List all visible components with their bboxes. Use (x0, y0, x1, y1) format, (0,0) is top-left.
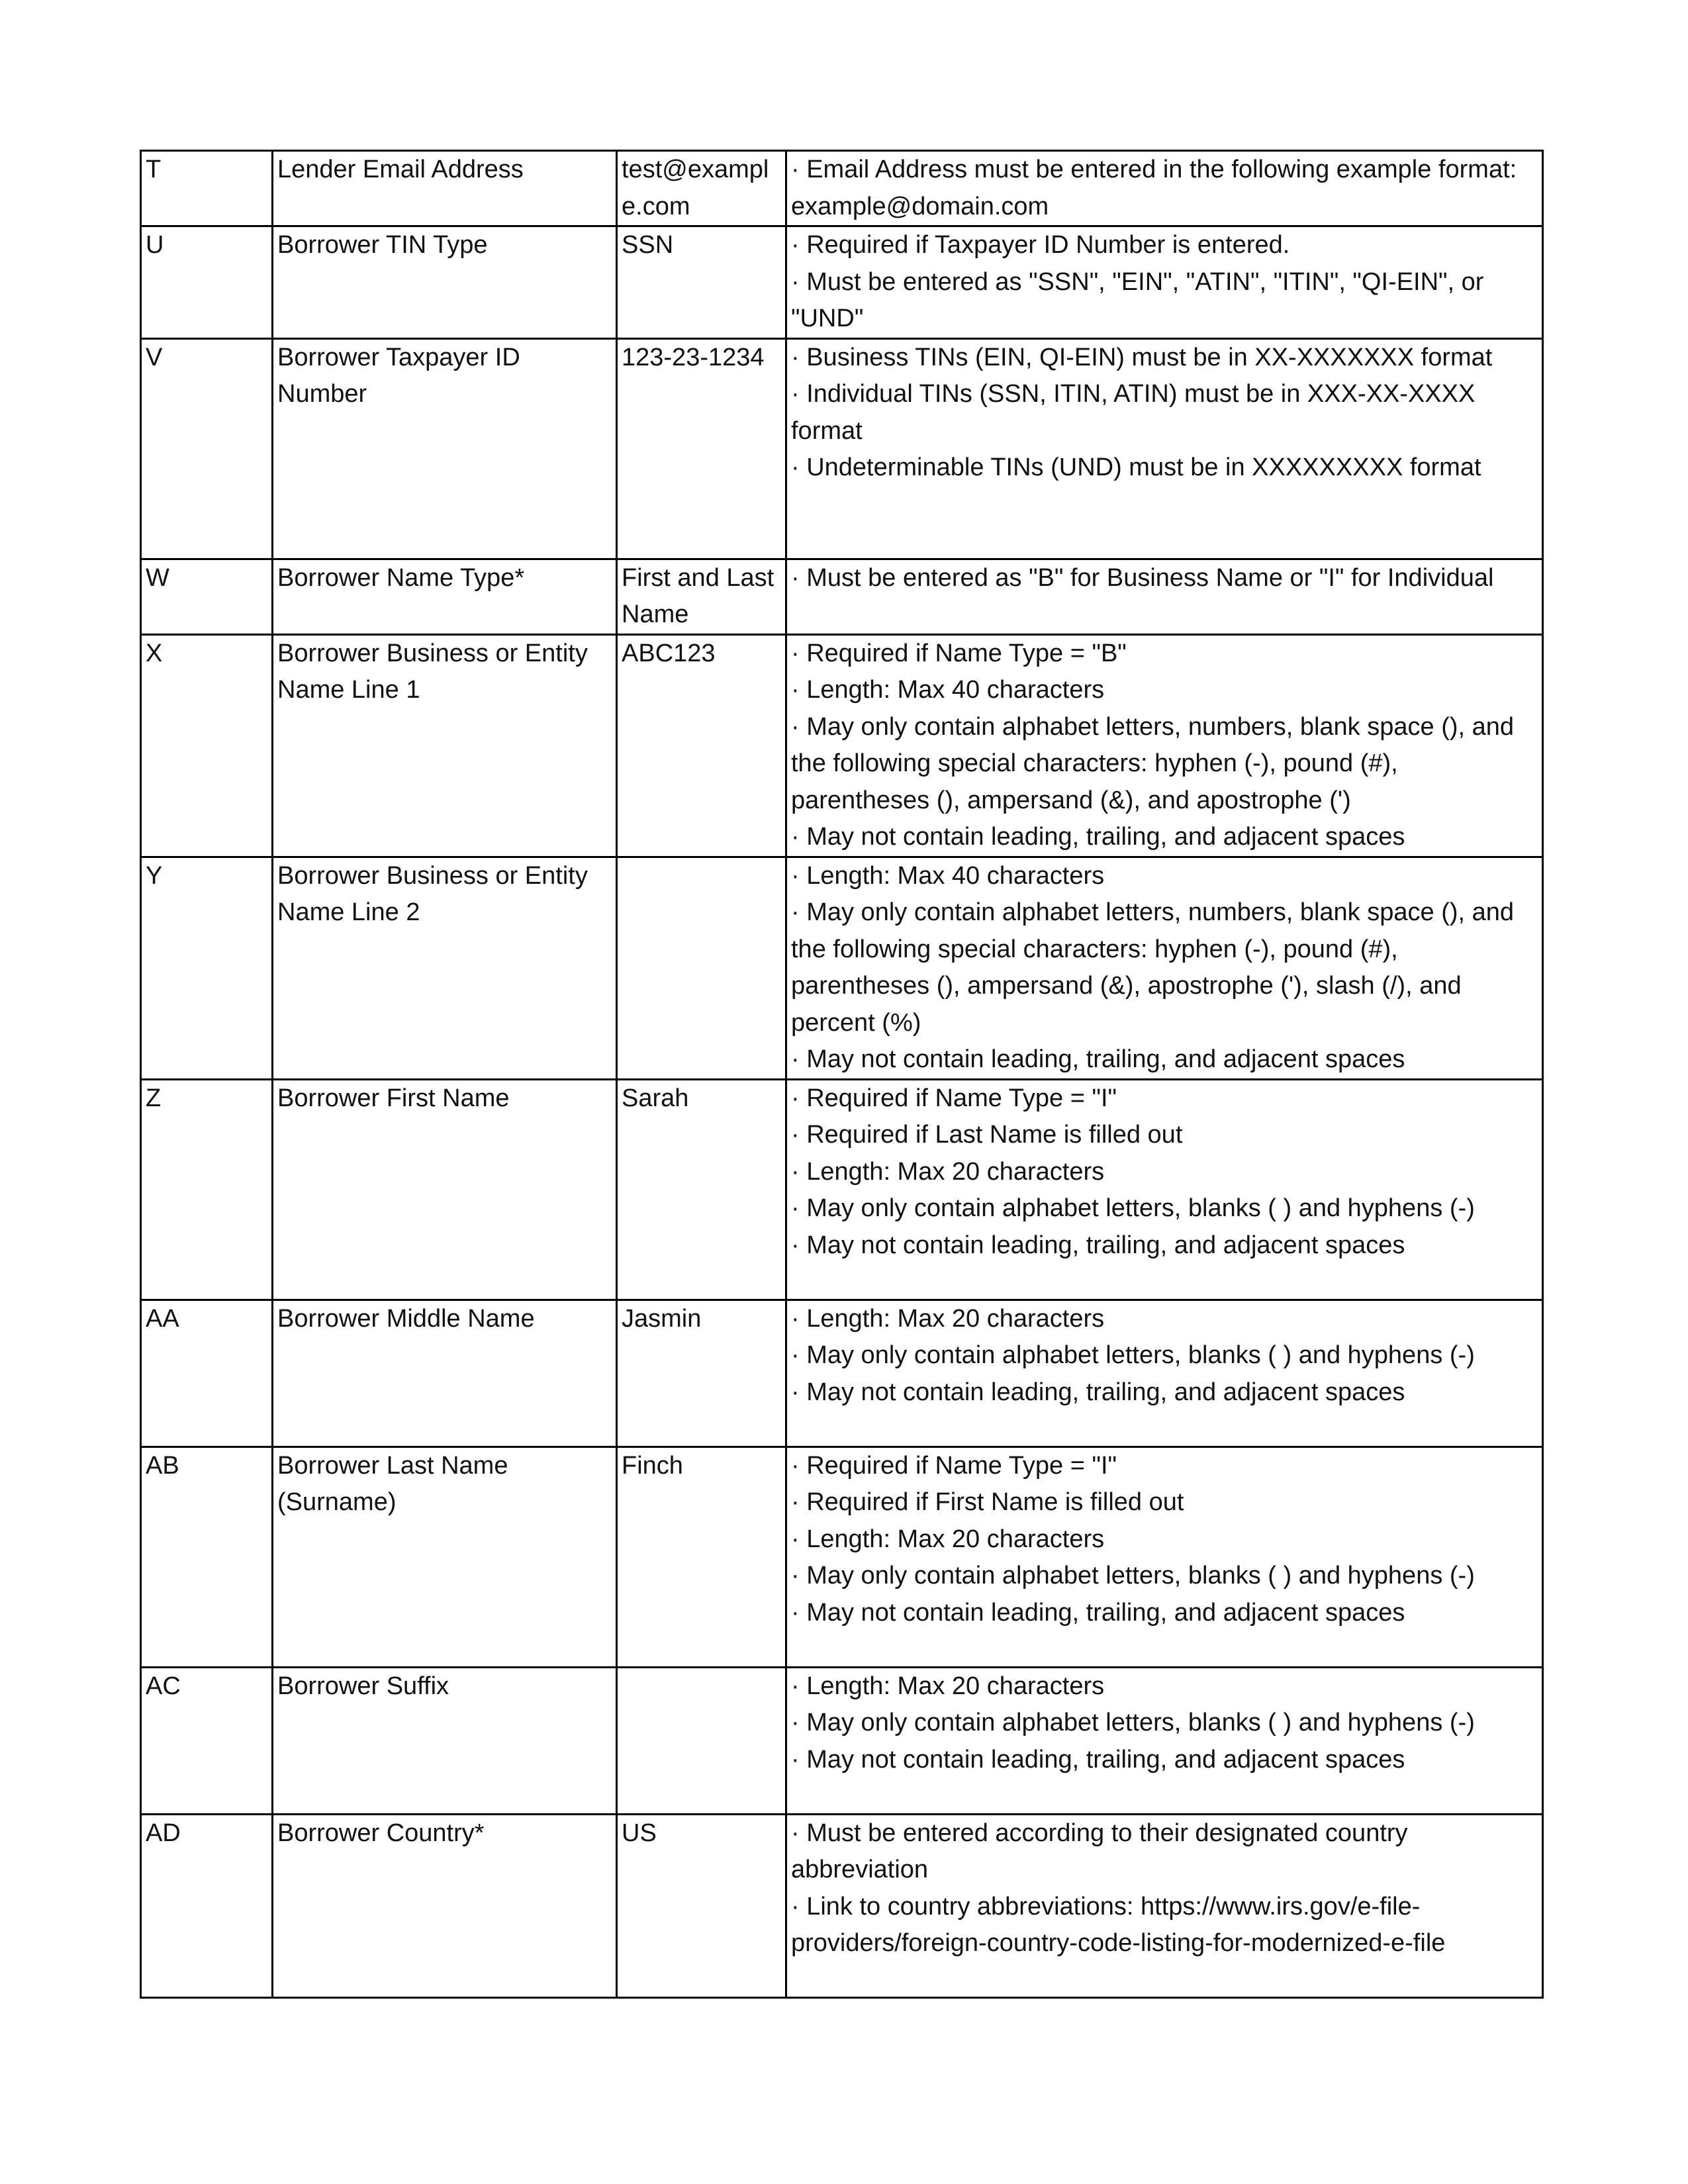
rule-item: · May not contain leading, trailing, and adjacent spaces (791, 823, 1405, 851)
rule-item: · Must be entered according to their designated country abbreviation (791, 1819, 1408, 1883)
table-row (141, 151, 1543, 226)
rule-item: · Required if First Name is filled out (791, 1488, 1184, 1516)
field-name-cell: Borrower Name Type* (273, 559, 617, 634)
table-row (141, 226, 1543, 339)
rule-item: · Required if Name Type = "I" (791, 1451, 1117, 1480)
rule-item: · Business TINs (EIN, QI-EIN) must be in XX-XXXXXXX format (791, 343, 1493, 371)
rule-item: · Required if Name Type = "I" (791, 1084, 1117, 1112)
example-value-cell: ABC123 (617, 634, 786, 857)
column-letter-cell: Z (141, 1079, 273, 1300)
column-letter-cell: AC (141, 1667, 273, 1814)
rule-item: · Must be entered as "B" for Business Name or "I" for Individual (791, 563, 1494, 592)
column-letter-cell: AB (141, 1447, 273, 1667)
validation-rules-cell (786, 1667, 1543, 1814)
table-row (141, 559, 1543, 634)
field-name-cell: Borrower Business or Entity Name Line 1 (273, 634, 617, 857)
rule-item: · Length: Max 40 characters (791, 861, 1105, 890)
rule-item: · Individual TINs (SSN, ITIN, ATIN) must be in XXX-XX-XXXX format (791, 380, 1476, 445)
column-letter-cell: W (141, 559, 273, 634)
rule-item: · May not contain leading, trailing, and adjacent spaces (791, 1231, 1405, 1259)
table-row (141, 1447, 1543, 1667)
rule-item: · May only contain alphabet letters, numbers, blank space (), and the following special characters: hyphen (-), pound (#), parentheses (), ampersand (&), apostrophe ('), slash (/), and percent (%) (791, 898, 1515, 1037)
rule-item: · May only contain alphabet letters, blanks ( ) and hyphens (-) (791, 1709, 1475, 1736)
column-letter-cell: X (141, 634, 273, 857)
rule-item: · Length: Max 20 characters (791, 1157, 1105, 1186)
example-value-cell: First and Last Name (617, 559, 786, 634)
field-name-cell: Borrower Middle Name (273, 1300, 617, 1447)
table-row (141, 1300, 1543, 1447)
validation-rules-cell (786, 559, 1543, 634)
field-name-cell: Borrower Suffix (273, 1667, 617, 1814)
rule-item: · Email Address must be entered in the following example format: example@domain.com (791, 156, 1517, 220)
column-letter-cell: AA (141, 1300, 273, 1447)
column-letter-cell: T (141, 151, 273, 226)
field-spec-table (140, 150, 1544, 1999)
validation-rules-cell (786, 1814, 1543, 1997)
rule-item: · Link to country abbreviations: https://www.irs.gov/e-file-providers/foreign-country-code-listing-for-modernized-e-file (791, 1892, 1446, 1957)
example-value-cell: Jasmin (617, 1300, 786, 1447)
rule-item: · May not contain leading, trailing, and adjacent spaces (791, 1598, 1405, 1627)
field-name-cell: Borrower Country* (273, 1814, 617, 1997)
validation-rules-cell (786, 1447, 1543, 1667)
example-value-cell: US (617, 1814, 786, 1997)
table-row (141, 1079, 1543, 1300)
field-name-cell: Borrower Last Name (Surname) (273, 1447, 617, 1667)
field-name-cell: Borrower Business or Entity Name Line 2 (273, 857, 617, 1079)
column-letter-cell: AD (141, 1814, 273, 1997)
rule-item: · Length: Max 20 characters (791, 1672, 1105, 1700)
rule-item: · May not contain leading, trailing, and adjacent spaces (791, 1378, 1405, 1406)
rule-item: · Required if Last Name is filled out (791, 1121, 1183, 1149)
validation-rules-cell (786, 1079, 1543, 1300)
field-spec-table-body (141, 151, 1543, 1998)
column-letter-cell: V (141, 338, 273, 559)
rule-item: · May only contain alphabet letters, numbers, blank space (), and the following special characters: hyphen (-), pound (#), parentheses (), ampersand (&), and apostrophe (') (791, 712, 1515, 814)
validation-rules-cell (786, 634, 1543, 857)
example-value-cell: Finch (617, 1447, 786, 1667)
rule-item: · Undeterminable TINs (UND) must be in XXXXXXXXX format (791, 453, 1481, 481)
field-name-cell: Borrower TIN Type (273, 226, 617, 339)
rule-item: · May only contain alphabet letters, blanks ( ) and hyphens (-) (791, 1341, 1475, 1369)
table-row (141, 857, 1543, 1079)
validation-rules-cell (786, 1300, 1543, 1447)
rule-item: · May not contain leading, trailing, and adjacent spaces (791, 1745, 1405, 1774)
column-letter-cell: U (141, 226, 273, 339)
validation-rules-cell (786, 226, 1543, 339)
table-row (141, 634, 1543, 857)
rule-item: · May not contain leading, trailing, and adjacent spaces (791, 1045, 1405, 1073)
example-value-cell (617, 857, 786, 1079)
example-value-cell: test@example.com (617, 151, 786, 226)
field-name-cell: Lender Email Address (273, 151, 617, 226)
example-value-cell: SSN (617, 226, 786, 339)
example-value-cell (617, 1667, 786, 1814)
field-name-cell: Borrower Taxpayer ID Number (273, 338, 617, 559)
rule-item: · May only contain alphabet letters, blanks ( ) and hyphens (-) (791, 1562, 1475, 1590)
table-row (141, 1667, 1543, 1814)
validation-rules-cell (786, 857, 1543, 1079)
rule-item: · Must be entered as "SSN", "EIN", "ATIN", "ITIN", "QI-EIN", or "UND" (791, 267, 1484, 332)
column-letter-cell: Y (141, 857, 273, 1079)
validation-rules-cell (786, 338, 1543, 559)
example-value-cell: Sarah (617, 1079, 786, 1300)
field-name-cell: Borrower First Name (273, 1079, 617, 1300)
example-value-cell: 123-23-1234 (617, 338, 786, 559)
rule-item: · Length: Max 20 characters (791, 1525, 1105, 1553)
table-row (141, 338, 1543, 559)
rule-item: · Length: Max 20 characters (791, 1304, 1105, 1333)
rule-item: · Required if Taxpayer ID Number is entered. (791, 231, 1290, 259)
rule-item: · May only contain alphabet letters, blanks ( ) and hyphens (-) (791, 1194, 1475, 1222)
table-row (141, 1814, 1543, 1997)
rule-item: · Required if Name Type = "B" (791, 639, 1127, 667)
validation-rules-cell (786, 151, 1543, 226)
rule-item: · Length: Max 40 characters (791, 676, 1105, 704)
